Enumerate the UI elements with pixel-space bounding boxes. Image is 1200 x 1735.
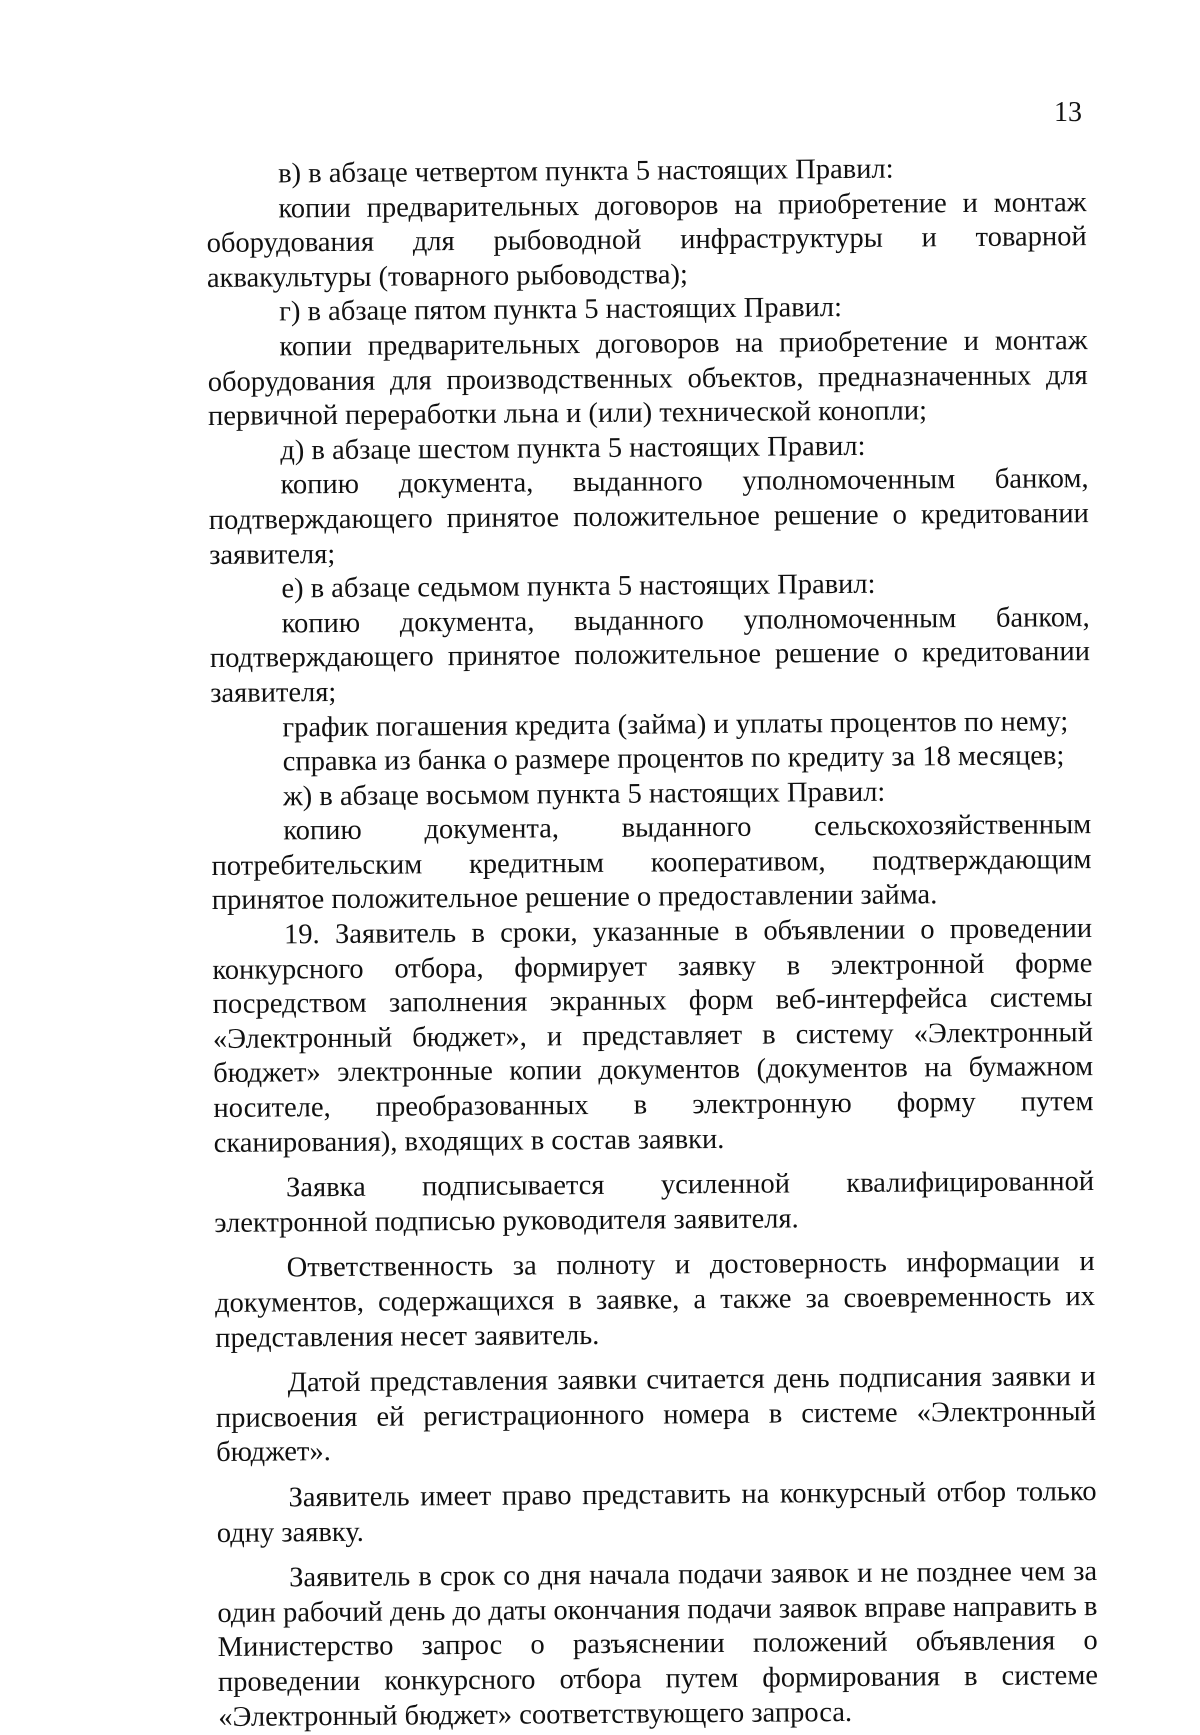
- page-number: 13: [1054, 97, 1082, 128]
- paragraph-5: д) в абзаце шестом пункта 5 настоящих Правил:: [280, 430, 866, 467]
- paragraph-3: г) в абзаце пятом пункта 5 настоящих Правил:: [279, 292, 843, 328]
- paragraph-2: копии предварительных договоров на приобретение и монтаж оборудования для рыбоводной инфраструктуры и товарной аквакультуры (товарного рыбоводства);: [206, 186, 1087, 294]
- document-body: [206, 151, 1098, 1735]
- paragraph-8: копию документа, выданного уполномоченным банком, подтверждающего принятое положительное решение о кредитовании заявителя;: [209, 601, 1091, 709]
- paragraph-14: Заявка подписывается усиленной квалифицированной электронной подписью руководителя заявителя.: [214, 1166, 1095, 1239]
- paragraph-13: 19. Заявитель в сроки, указанные в объявлении о проведении конкурсного отбора, формирует заявку в электронной форме посредством заполнения экранных форм веб-интерфейса системы «Электронный бюджет», и представляет в систему «Электронный бюджет» электронные копии документов (документов на бумажном носителе, преобразованных в электронную форму путем сканирования), входящих в состав заявки.: [212, 913, 1094, 1159]
- paragraph-17: Заявитель имеет право представить на конкурсный отбор только одну заявку.: [216, 1476, 1097, 1549]
- paragraph-6: копию документа, выданного уполномоченным банком, подтверждающего принятое положительное решение о кредитовании заявителя;: [208, 463, 1089, 571]
- paragraph-9: график погашения кредита (займа) и уплаты процентов по нему;: [282, 705, 1069, 743]
- paragraph-1: в) в абзаце четвертом пункта 5 настоящих Правил:: [278, 153, 894, 190]
- paragraph-15: Ответственность за полноту и достоверность информации и документов, содержащихся в заявке, а также за своевременность их представления несет заявитель.: [214, 1246, 1096, 1354]
- paragraph-4: копии предварительных договоров на приобретение и монтаж оборудования для производственных объектов, предназначенных для первичной переработки льна и (или) технической конопли;: [207, 325, 1088, 433]
- paragraph-11: ж) в абзаце восьмом пункта 5 настоящих Правил:: [282, 776, 886, 813]
- paragraph-18: Заявитель в срок со дня начала подачи заявок и не позднее чем за один рабочий день до даты окончания подачи заявок вправе направить в Министерство запрос о разъяснении положений объявления о проведении конкурсного отбора путем формирования в системе «Электронный бюджет» соответствующего запроса.: [217, 1556, 1099, 1733]
- paragraph-16: Датой представления заявки считается день подписания заявки и присвоения ей регистрационного номера в системе «Электронный бюджет».: [215, 1361, 1096, 1469]
- paragraph-12: копию документа, выданного сельскохозяйственным потребительским кредитным кооперативом, подтверждающим принятое положительное решение о предоставлении займа.: [211, 809, 1092, 917]
- paragraph-10: справка из банка о размере процентов по кредиту за 18 месяцев;: [282, 740, 1065, 778]
- paragraph-7: е) в абзаце седьмом пункта 5 настоящих Правил:: [281, 568, 876, 605]
